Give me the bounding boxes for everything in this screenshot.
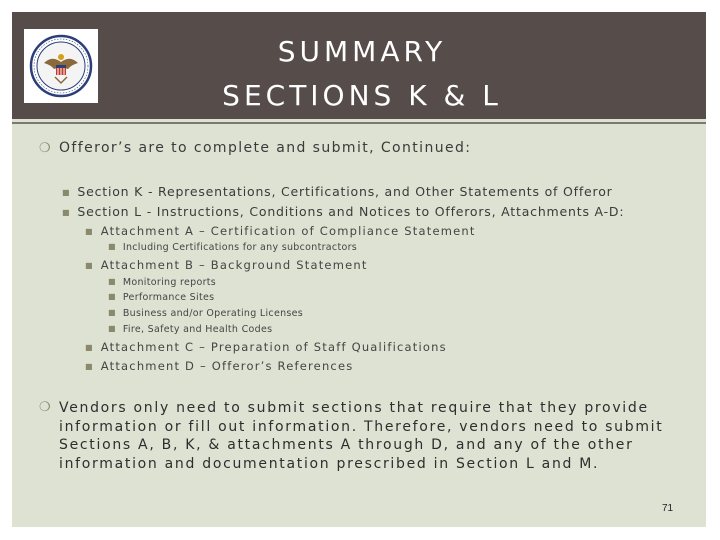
list-item xyxy=(62,184,613,199)
attachment-a-sub-text: Including Certifications for any subcontractors xyxy=(122,242,358,253)
attachment-b-sub-text: Business and/or Operating Licenses xyxy=(122,308,304,319)
bullet-square-icon: ■ xyxy=(85,227,94,236)
list-item xyxy=(85,359,353,373)
bullet-square-icon: ■ xyxy=(85,261,94,270)
bullet-square-icon: ■ xyxy=(108,277,116,286)
slide xyxy=(12,12,706,527)
content-area xyxy=(12,12,706,527)
list-item xyxy=(85,224,476,238)
bullet-square-icon: ■ xyxy=(85,362,94,371)
section-k-text: Section K - Representations, Certifications, and Other Statements of Offeror xyxy=(77,184,613,199)
title-line-2: SECTIONS K & L xyxy=(222,79,502,112)
bullet-square-icon: ■ xyxy=(108,292,116,301)
page-number: 71 xyxy=(662,503,674,514)
bullet-text: Offeror’s are to complete and submit, Continued: xyxy=(59,140,472,156)
list-item xyxy=(108,308,303,319)
bullet-square-icon: ■ xyxy=(108,242,116,251)
bullet-circle-icon: ❍ xyxy=(39,399,51,414)
attachment-b-sub-text: Performance Sites xyxy=(122,292,215,303)
bullet-square-icon: ■ xyxy=(108,324,116,333)
list-item xyxy=(108,292,214,303)
attachment-b-sub-text: Fire, Safety and Health Codes xyxy=(122,324,273,335)
attachment-b-text: Attachment B – Background Statement xyxy=(100,258,368,272)
list-item xyxy=(108,242,357,253)
attachment-c-text: Attachment C – Preparation of Staff Qualifications xyxy=(100,340,447,354)
bullet-circle-icon: ❍ xyxy=(39,140,51,155)
bullet-square-icon: ■ xyxy=(62,188,71,197)
list-item xyxy=(108,324,272,335)
title-line-1: SUMMARY xyxy=(277,35,447,68)
list-item xyxy=(62,204,624,219)
list-item xyxy=(85,258,368,272)
bullet-square-icon: ■ xyxy=(62,208,71,217)
bullet-text: Vendors only need to submit sections that require that they provide information or fill out information. Therefore, vendors need to submit Sections A, B, K, & attachments A through D, and any of the other information and documentation prescribed in Section L and M. xyxy=(59,400,664,472)
list-item xyxy=(108,277,216,288)
bullet-square-icon: ■ xyxy=(108,308,116,317)
attachment-d-text: Attachment D – Offeror’s References xyxy=(100,359,354,373)
attachment-b-sub-text: Monitoring reports xyxy=(122,277,217,288)
bullet-square-icon: ■ xyxy=(85,343,94,352)
list-item xyxy=(85,340,447,354)
attachment-a-text: Attachment A – Certification of Compliance Statement xyxy=(100,224,476,238)
section-l-text: Section L - Instructions, Conditions and Notices to Offerors, Attachments A-D: xyxy=(77,204,625,219)
